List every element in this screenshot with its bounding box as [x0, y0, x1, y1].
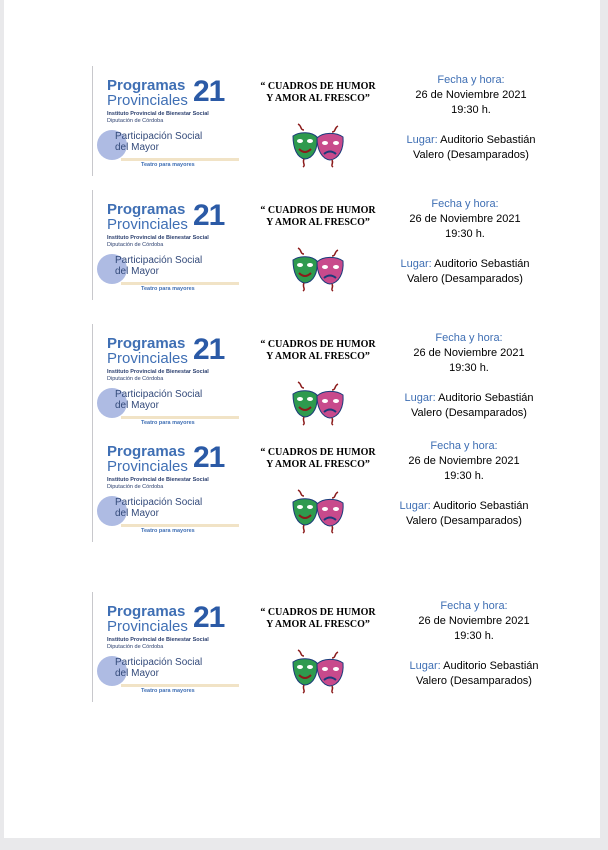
date-value: 26 de Noviembre 2021	[418, 615, 530, 627]
logo-number: 21	[193, 333, 225, 366]
time-value: 19:30 h.	[451, 104, 491, 116]
date-label: Fecha y hora:	[435, 332, 503, 344]
programas-provinciales-logo	[92, 324, 239, 434]
theatre-masks-icon	[290, 122, 346, 168]
venue-line1: Auditorio Sebastián	[435, 392, 534, 404]
date-label: Fecha y hora:	[440, 600, 508, 612]
logo-participacion-line2: del Mayor	[115, 400, 159, 411]
event-info	[385, 197, 545, 287]
logo-title-line1: Programas	[107, 335, 186, 352]
logo-number: 21	[193, 199, 225, 232]
event-info	[391, 73, 551, 163]
logo-diputacion: Diputación de Córdoba	[107, 376, 164, 382]
logo-diputacion: Diputación de Córdoba	[107, 644, 164, 650]
venue-line1: Auditorio Sebastián	[440, 660, 539, 672]
logo-title-line1: Programas	[107, 201, 186, 218]
time-value: 19:30 h.	[444, 470, 484, 482]
logo-participacion-line2: del Mayor	[115, 508, 159, 519]
date-label: Fecha y hora:	[437, 74, 505, 86]
logo-divider	[121, 282, 239, 285]
logo-teatro: Teatro para mayores	[141, 286, 195, 292]
ticket	[4, 432, 600, 544]
logo-number: 21	[193, 75, 225, 108]
logo-participacion-line1: Participación Social	[115, 657, 203, 668]
logo-institute: Instituto Provincial de Bienestar Social	[107, 235, 209, 241]
logo-institute: Instituto Provincial de Bienestar Social	[107, 369, 209, 375]
show-title: “ CUADROS DE HUMOR Y AMOR AL FRESCO”	[260, 447, 376, 470]
logo-participacion-line2: del Mayor	[115, 668, 159, 679]
logo-title-line2: Provinciales	[107, 92, 188, 109]
date-value: 26 de Noviembre 2021	[408, 455, 520, 467]
show-title: “ CUADROS DE HUMOR Y AMOR AL FRESCO”	[260, 339, 376, 362]
logo-title-line1: Programas	[107, 443, 186, 460]
logo-title-line2: Provinciales	[107, 618, 188, 635]
document-page	[4, 0, 600, 838]
logo-institute: Instituto Provincial de Bienestar Social	[107, 477, 209, 483]
venue-line1: Auditorio Sebastián	[430, 500, 529, 512]
logo-teatro: Teatro para mayores	[141, 528, 195, 534]
venue-line2: Valero (Desamparados)	[411, 407, 527, 419]
logo-divider	[121, 524, 239, 527]
venue-line1: Auditorio Sebastián	[437, 134, 536, 146]
theatre-masks-icon	[290, 380, 346, 426]
logo-teatro: Teatro para mayores	[141, 420, 195, 426]
theatre-masks-icon	[290, 246, 346, 292]
logo-participacion-line1: Participación Social	[115, 255, 203, 266]
programas-provinciales-logo	[92, 190, 239, 300]
venue-label: Lugar:	[409, 660, 441, 672]
show-title: “ CUADROS DE HUMOR Y AMOR AL FRESCO”	[260, 607, 376, 630]
logo-title-line1: Programas	[107, 77, 186, 94]
logo-diputacion: Diputación de Córdoba	[107, 118, 164, 124]
logo-number: 21	[193, 601, 225, 634]
event-info	[389, 331, 549, 421]
venue-line2: Valero (Desamparados)	[413, 149, 529, 161]
theatre-masks-icon	[290, 488, 346, 534]
logo-divider	[121, 684, 239, 687]
date-value: 26 de Noviembre 2021	[409, 213, 521, 225]
logo-institute: Instituto Provincial de Bienestar Social	[107, 111, 209, 117]
show-title: “ CUADROS DE HUMOR Y AMOR AL FRESCO”	[260, 205, 376, 228]
programas-provinciales-logo	[92, 66, 239, 176]
time-value: 19:30 h.	[449, 362, 489, 374]
date-value: 26 de Noviembre 2021	[413, 347, 525, 359]
logo-participacion-line1: Participación Social	[115, 389, 203, 400]
logo-institute: Instituto Provincial de Bienestar Social	[107, 637, 209, 643]
ticket	[4, 66, 600, 178]
logo-title-line2: Provinciales	[107, 350, 188, 367]
logo-divider	[121, 416, 239, 419]
event-info	[384, 439, 544, 529]
venue-label: Lugar:	[406, 134, 438, 146]
logo-teatro: Teatro para mayores	[141, 162, 195, 168]
logo-title-line1: Programas	[107, 603, 186, 620]
ticket	[4, 592, 600, 704]
logo-title-line2: Provinciales	[107, 458, 188, 475]
date-label: Fecha y hora:	[430, 440, 498, 452]
logo-participacion-line1: Participación Social	[115, 497, 203, 508]
venue-label: Lugar:	[404, 392, 436, 404]
logo-number: 21	[193, 441, 225, 474]
time-value: 19:30 h.	[445, 228, 485, 240]
venue-label: Lugar:	[399, 500, 431, 512]
logo-divider	[121, 158, 239, 161]
venue-line2: Valero (Desamparados)	[406, 515, 522, 527]
logo-diputacion: Diputación de Córdoba	[107, 484, 164, 490]
logo-title-line2: Provinciales	[107, 216, 188, 233]
time-value: 19:30 h.	[454, 630, 494, 642]
venue-label: Lugar:	[400, 258, 432, 270]
logo-participacion-line1: Participación Social	[115, 131, 203, 142]
ticket	[4, 190, 600, 302]
date-value: 26 de Noviembre 2021	[415, 89, 527, 101]
programas-provinciales-logo	[92, 592, 239, 702]
logo-participacion-line2: del Mayor	[115, 266, 159, 277]
date-label: Fecha y hora:	[431, 198, 499, 210]
venue-line2: Valero (Desamparados)	[416, 675, 532, 687]
show-title: “ CUADROS DE HUMOR Y AMOR AL FRESCO”	[260, 81, 376, 104]
venue-line1: Auditorio Sebastián	[431, 258, 530, 270]
logo-participacion-line2: del Mayor	[115, 142, 159, 153]
venue-line2: Valero (Desamparados)	[407, 273, 523, 285]
theatre-masks-icon	[290, 648, 346, 694]
programas-provinciales-logo	[92, 432, 239, 542]
ticket	[4, 324, 600, 436]
event-info	[394, 599, 554, 689]
logo-teatro: Teatro para mayores	[141, 688, 195, 694]
logo-diputacion: Diputación de Córdoba	[107, 242, 164, 248]
